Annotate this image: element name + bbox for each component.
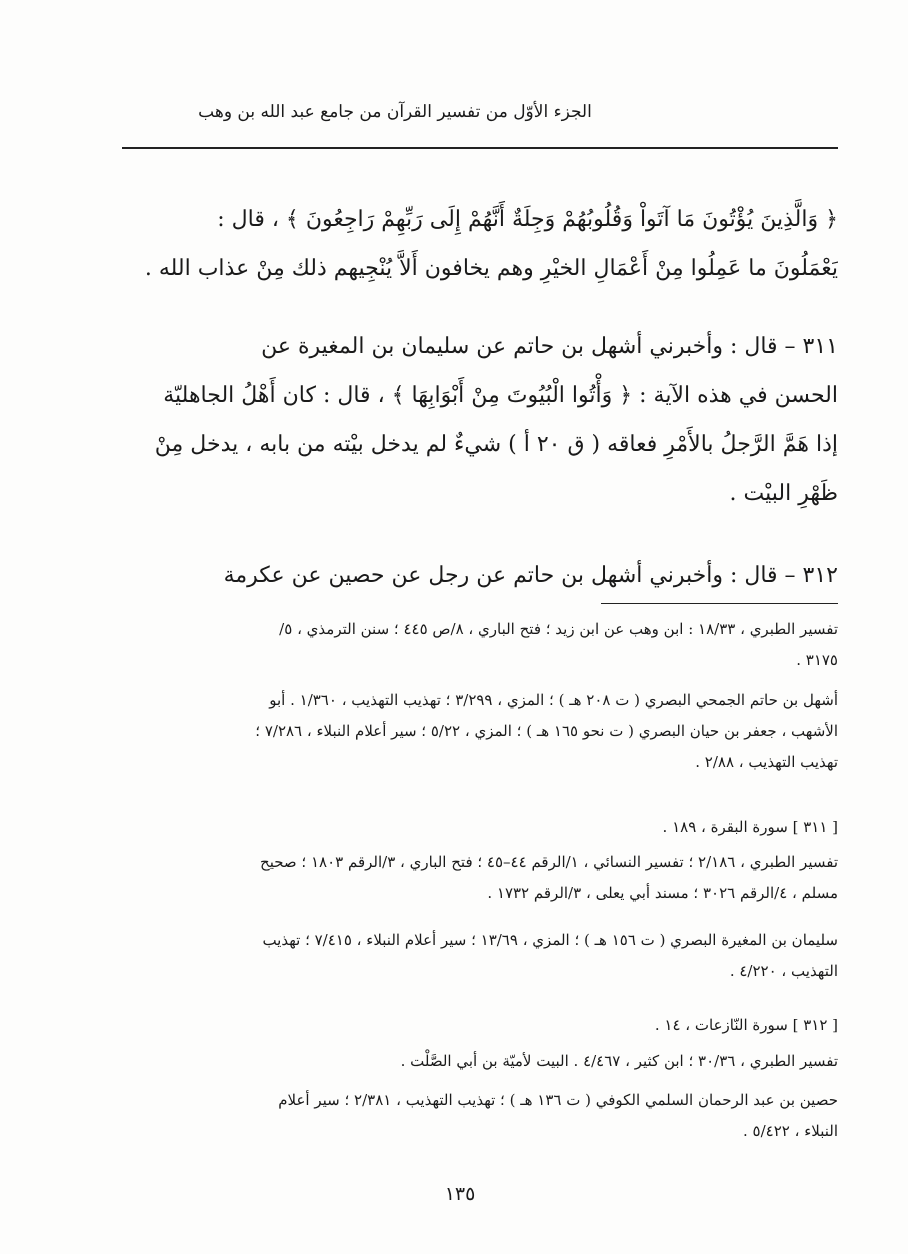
page-number: ١٣٥ [444, 1183, 476, 1205]
footnote-310-tafsir [120, 614, 838, 676]
footnote-312-tafsir [120, 1046, 838, 1077]
header-divider [122, 147, 838, 149]
footnote-line: النبلاء ، ٥/٤٢٢ . [743, 1122, 838, 1140]
text-line: يَعْمَلُونَ ما عَمِلُوا مِنْ أَعْمَالِ الخيْرِ وهم يخافون أَلاَّ يُنْجِيهم ذلك مِنْ عذاب الله . [144, 256, 838, 281]
footnote-line: ٣١٧٥ . [796, 651, 838, 669]
footnote-line: [ ٣١٢ ] سورة النّازعات ، ١٤ . [654, 1016, 838, 1034]
footnote-312-surah [120, 1010, 838, 1041]
footnote-310-narrators [120, 685, 838, 778]
footnote-line: تفسير الطبري ، ١٨/٣٣ : ابن وهب عن ابن زيد ؛ فتح الباري ، ٨/ص ٤٤٥ ؛ سنن الترمذي ، ٥/ [279, 620, 838, 638]
footnote-line: سليمان بن المغيرة البصري ( ت ١٥٦ هـ ) ؛ المزي ، ١٣/٦٩ ؛ سير أعلام النبلاء ، ٧/٤١٥ ؛ تهذيب [262, 931, 838, 949]
text-line: ٣١٢ – قال : وأخبرني أشهل بن حاتم عن رجل عن حصين عن عكرمة [223, 563, 838, 588]
footnote-line: تفسير الطبري ، ٣٠/٣٦ ؛ ابن كثير ، ٤/٤٦٧ . البيت لأميّة بن أبي الصَّلْت . [400, 1052, 838, 1070]
paragraph-312 [120, 551, 838, 600]
text-line: ظَهْرِ البيْت . [729, 481, 838, 506]
footnote-line: تفسير الطبري ، ٢/١٨٦ ؛ تفسير النسائي ، ١/الرقم ٤٤–٤٥ ؛ فتح الباري ، ٣/الرقم ١٨٠٣ ؛ صحيح [260, 853, 838, 871]
footnote-311-narrator [120, 925, 838, 987]
text-line: ﴿ وَالَّذِينَ يُؤْتُونَ مَا آتَواْ وَقُلُوبُهُمْ وَجِلَةٌ أَنَّهُمْ إِلَى رَبِّهِمْ رَاجِعُونَ ﴾ ، قال : [217, 207, 838, 232]
paragraph-310-continuation [120, 195, 838, 293]
footnote-line: حصين بن عبد الرحمان السلمي الكوفي ( ت ١٣٦ هـ ) ؛ تهذيب التهذيب ، ٢/٣٨١ ؛ سير أعلام [278, 1091, 838, 1109]
footnote-312-narrator [120, 1085, 838, 1147]
footnote-line: الأشهب ، جعفر بن حيان البصري ( ت نحو ١٦٥ هـ ) ؛ المزي ، ٥/٢٢ ؛ سير أعلام النبلاء ، ٧/٢٨٦ ؛ [255, 722, 838, 740]
text-line: إذا هَمَّ الرَّجلُ بالأَمْرِ فعاقه ( ق ٢٠ أ ) شيءٌ لم يدخل بيْته من بابه ، يدخل مِنْ [154, 432, 838, 457]
footnote-line: التهذيب ، ٤/٢٢٠ . [729, 962, 838, 980]
footnote-line: أشهل بن حاتم الجمحي البصري ( ت ٢٠٨ هـ ) ؛ المزي ، ٣/٢٩٩ ؛ تهذيب التهذيب ، ١/٣٦٠ . أبو [269, 691, 838, 709]
footnote-311-tafsir [120, 847, 838, 909]
footnote-divider [601, 603, 838, 604]
footnote-line: [ ٣١١ ] سورة البقرة ، ١٨٩ . [662, 818, 838, 836]
running-header: الجزء الأوّل من تفسير القرآن من جامع عبد الله بن وهب [198, 102, 592, 122]
footnote-line: تهذيب التهذيب ، ٢/٨٨ . [695, 753, 838, 771]
text-line: الحسن في هذه الآية : ﴿ وَأْتُوا الْبُيُوتَ مِنْ أَبْوَابِهَا ﴾ ، قال : كان أَهْلُ الجاهليّة [163, 383, 838, 408]
footnote-line: مسلم ، ٤/الرقم ٣٠٢٦ ؛ مسند أبي يعلى ، ٣/الرقم ١٧٣٢ . [487, 884, 838, 902]
paragraph-311 [120, 322, 838, 518]
footnote-311-surah [120, 812, 838, 843]
text-line: ٣١١ – قال : وأخبرني أشهل بن حاتم عن سليمان بن المغيرة عن [261, 334, 838, 359]
